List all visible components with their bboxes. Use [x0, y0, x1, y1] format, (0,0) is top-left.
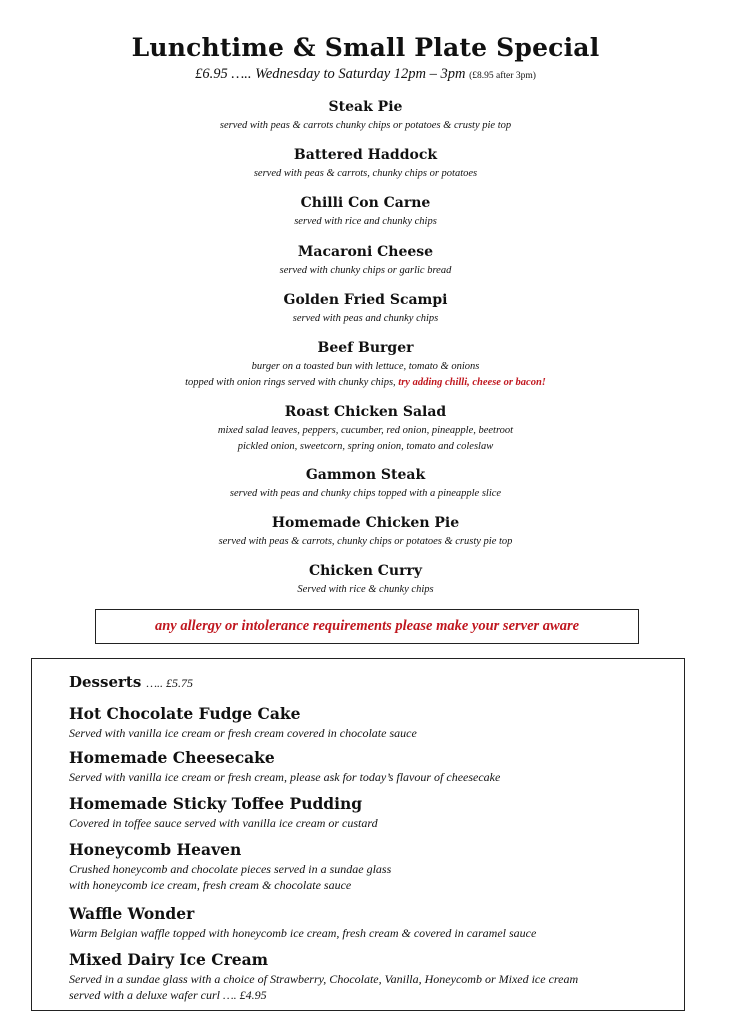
dessert-item-waffle-wonder — [69, 904, 669, 941]
dessert-desc: Crushed honeycomb and chocolate pieces served in a sundae glass — [69, 862, 392, 876]
dessert-name: Homemade Sticky Toffee Pudding — [69, 794, 363, 813]
subtitle-price-times: £6.95 ….. Wednesday to Saturday 12pm – 3pm — [195, 66, 466, 82]
dessert-desc: Served with vanilla ice cream or fresh cream covered in chocolate sauce — [69, 726, 417, 740]
menu-item-name: Chicken Curry — [308, 563, 423, 579]
menu-item-desc: Served with rice & chunky chips — [297, 584, 434, 595]
menu-item-homemade-chicken-pie — [0, 514, 731, 550]
menu-item-desc2: topped with onion rings served with chunky chips, — [185, 377, 396, 388]
upsell-highlight: try adding chilli, cheese or bacon! — [398, 377, 546, 388]
menu-item-name: Steak Pie — [328, 99, 403, 115]
menu-item-macaroni-cheese — [0, 243, 731, 279]
dessert-name: Homemade Cheesecake — [69, 748, 275, 767]
dessert-desc: Warm Belgian waffle topped with honeycomb ice cream, fresh cream & covered in caramel sauce — [69, 926, 537, 940]
menu-item-gammon-steak — [0, 466, 731, 502]
menu-item-chilli-con-carne — [0, 194, 731, 230]
menu-item-desc: served with chunky chips or garlic bread — [279, 265, 452, 276]
dessert-item-mixed-dairy-ice-cream — [69, 950, 669, 1003]
menu-item-name: Golden Fried Scampi — [283, 292, 448, 308]
menu-item-name: Gammon Steak — [305, 467, 426, 483]
menu-item-beef-burger — [0, 339, 731, 391]
dessert-name: Hot Chocolate Fudge Cake — [69, 704, 301, 723]
dessert-item-homemade-cheesecake — [69, 748, 669, 785]
menu-item-name: Homemade Chicken Pie — [271, 515, 460, 531]
menu-item-name: Chilli Con Carne — [300, 195, 431, 211]
dessert-item-hot-chocolate-fudge-cake — [69, 704, 669, 741]
allergy-notice: any allergy or intolerance requirements please make your server aware — [95, 609, 639, 644]
dessert-desc2: served with a deluxe wafer curl …. £4.95 — [69, 988, 267, 1002]
menu-item-desc: served with peas & carrots chunky chips or potatoes & crusty pie top — [219, 120, 512, 131]
dessert-desc: Covered in toffee sauce served with vanilla ice cream or custard — [69, 816, 378, 830]
menu-item-desc: burger on a toasted bun with lettuce, tomato & onions — [251, 361, 480, 372]
desserts-heading — [69, 672, 193, 691]
menu-item-battered-haddock — [0, 146, 731, 182]
menu-item-name: Macaroni Cheese — [297, 244, 434, 260]
desserts-title: Desserts — [69, 673, 142, 691]
dessert-name: Honeycomb Heaven — [69, 840, 242, 859]
dessert-name: Waffle Wonder — [69, 904, 195, 923]
dessert-name: Mixed Dairy Ice Cream — [69, 950, 269, 969]
page-subtitle — [0, 66, 731, 83]
dessert-desc: Served with vanilla ice cream or fresh cream, please ask for today’s flavour of cheesecake — [69, 770, 501, 784]
dessert-item-honeycomb-heaven — [69, 840, 669, 893]
menu-item-name: Battered Haddock — [293, 147, 438, 163]
menu-item-chicken-curry — [0, 562, 731, 598]
menu-item-desc: served with peas & carrots, chunky chips or potatoes — [253, 168, 478, 179]
menu-item-desc-line2 — [0, 375, 731, 391]
menu-item-desc: served with peas and chunky chips topped with a pineapple slice — [229, 488, 502, 499]
dessert-item-sticky-toffee-pudding — [69, 794, 669, 831]
menu-item-steak-pie — [0, 98, 731, 134]
menu-item-desc: served with rice and chunky chips — [294, 216, 437, 227]
menu-item-name: Beef Burger — [317, 340, 414, 356]
dessert-desc: Served in a sundae glass with a choice of Strawberry, Chocolate, Vanilla, Honeycomb or Mixed ice cream — [69, 972, 579, 986]
menu-item-desc2: pickled onion, sweetcorn, spring onion, tomato and coleslaw — [237, 441, 494, 452]
menu-item-name: Roast Chicken Salad — [284, 404, 447, 420]
menu-item-golden-fried-scampi — [0, 291, 731, 327]
menu-item-roast-chicken-salad — [0, 403, 731, 455]
menu-item-desc: served with peas and chunky chips — [292, 313, 439, 324]
page-title: Lunchtime & Small Plate Special — [131, 33, 600, 62]
subtitle-note: (£8.95 after 3pm) — [469, 71, 536, 81]
dessert-desc2: with honeycomb ice cream, fresh cream & chocolate sauce — [69, 878, 352, 892]
menu-item-desc: mixed salad leaves, peppers, cucumber, red onion, pineapple, beetroot — [217, 425, 514, 436]
menu-item-desc: served with peas & carrots, chunky chips or potatoes & crusty pie top — [218, 536, 513, 547]
desserts-price: ….. £5.75 — [146, 676, 194, 690]
